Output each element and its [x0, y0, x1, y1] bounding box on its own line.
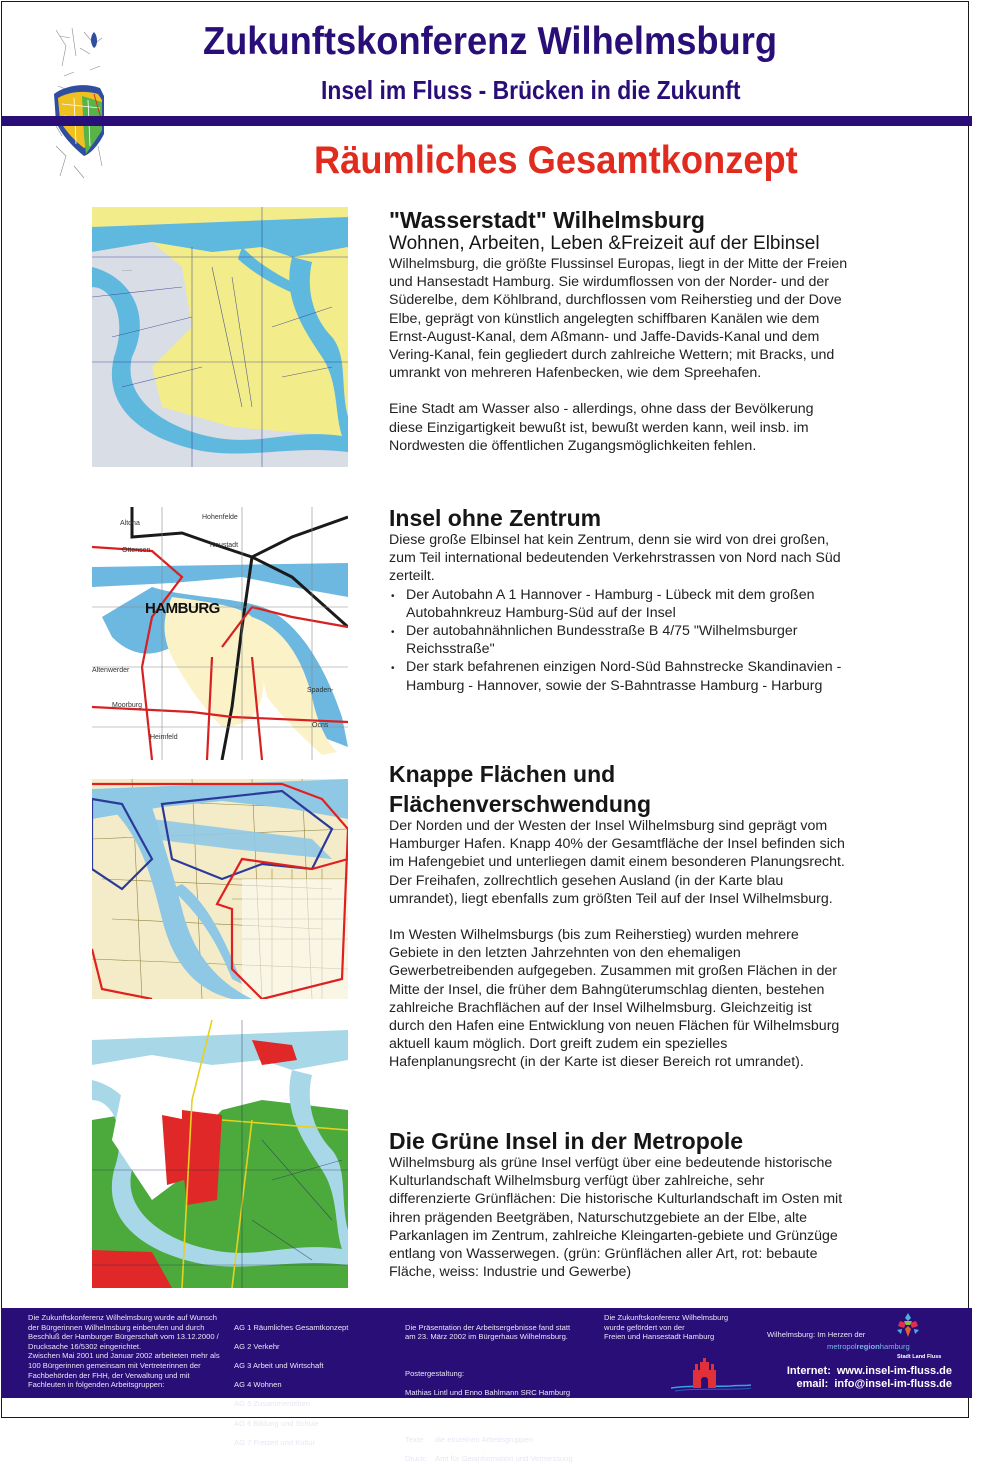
map-wasserstadt [92, 207, 348, 467]
presentation-note: Die Präsentation der Arbeitsergebnisse fand statt am 23. März 2002 im Bürgerhaus Wilhelmsburg. [405, 1322, 571, 1342]
hamburg-coat-of-arms-icon [671, 1354, 751, 1394]
group-item: AG 1 Räumliches Gesamtkonzept [234, 1322, 349, 1332]
group-item: AG 2 Verkehr [234, 1341, 280, 1351]
section-paragraph: Im Westen Wilhelmsburgs (bis zum Reiherstieg) wurden mehrere Gebiete in den letzten Jahrzehnten von den ehemaligen Gewerbetreibenden aufgegeben. Zusammen mit großen Flächen in der Mitte der Insel, die früher dem Bahngüterumschlag dienten, bestehen zahlreiche Brachflächen auf der Insel Wilhelmsburg. Gleichzeitig ist durch den Hafen eine Entwicklung von neuen Flächen für Wilhelmsburg aktuell kaum möglich. Dort greift zudem ein spezielles Hafenplanungsrecht (in der Karte ist dieser Bereich rot umrandet). [389, 927, 840, 1071]
druck-value: Amt für Geoinformation und Vermessung [435, 1453, 573, 1463]
section-knappe-flaechen [389, 761, 934, 1072]
metro-suffix: hamburg [879, 1342, 910, 1351]
svg-text:Altenwerder: Altenwerder [92, 667, 130, 674]
svg-text:Spaden-: Spaden- [307, 687, 334, 694]
poster-credit [405, 1359, 595, 1407]
section-paragraph: Wilhelmsburg, die größte Flussinsel Europas, liegt in der Mitte der Freien und Hansestadt Hamburg. Sie wirdumflossen von der Norder- und der Süderelbe, dem Köhlbrand, durchflossen vom Reiherstieg und der Dove Elbe, geprägt von künstlich angelegten schiffbaren Kanälen wie dem Ernst-August-Kanal, dem Aßmann- und Jaffe-Davids-Kanal und dem Vering-Kanal, fein gegliedert durch zahlreiche Wettern; mit Bracks, und umrankt von mehreren Hafenbecken, wie dem Spreehafen. [389, 256, 848, 382]
list-item [406, 586, 934, 622]
island-logo-map [54, 26, 104, 182]
section-title: Die Grüne Insel in der Metropole [389, 1128, 744, 1154]
section-wasserstadt [389, 207, 934, 455]
traffic-routes-list [389, 586, 934, 695]
footer-groups [234, 1313, 394, 1457]
map-label-hamburg: HAMBURG [145, 600, 220, 617]
footer-intro: Die Zukunftskonferenz Wilhelmsburg wurde auf Wunsch der Bürgerinnen Wilhelmsburg einberufen und durch Beschluß der Hamburger Bürgerschaft vom 13.12.2000 / Drucksache 16/5302 eingerichtet. Zwischen Mai 2001 und Januar 2002 arbeiteten mehr als 100 Bürgerinnen gemeinsam mit Vertreterinnen der Fachbehörden der FHH, der Verwaltung und mit Fachleuten in folgenden Arbeitsgruppen: [28, 1313, 220, 1390]
section-paragraph: Eine Stadt am Wasser also - allerdings, ohne dass der Bevölkerung diese Einzigartigkeit bewußt ist, bewußt werden kann, weil insb. im Nordwesten die öffentlichen Zugangsmöglichkeiten fehlen. [389, 401, 814, 454]
metro-prefix: metropol [827, 1342, 857, 1351]
section-paragraph: Wilhelmsburg als grüne Insel verfügt über eine bedeutende historische Kulturlandschaft Wilhelmsburg verfügt über zahlreiche, sehr differenzierte Grünflächen: Die historische Kulturlandschaft im Osten mit ihren prägenden Beetgräben, Naturschutzgebiete an der Elbe, alte Parkanlagen im Zentrum, zahlreiche Kleingarten-gebiete und Grünzüge entlang von Wasserwegen. (grün: Grünflächen aller Art, rot: bebaute Fläche, weiss: Industrie und Gewerbe) [389, 1155, 843, 1281]
section-subtitle: Wohnen, Arbeiten, Leben &Freizeit auf der Elbinsel [389, 233, 820, 254]
svg-text:Neustadt: Neustadt [210, 542, 239, 549]
svg-text:·····: ····· [122, 268, 132, 274]
internet-label: Internet: [786, 1365, 831, 1377]
list-item-text: Der autobahnähnlichen Bundesstraße B 4/75 "Wilhelmsburger Reichsstraße" [406, 623, 798, 658]
svg-text:Ocns: Ocns [312, 722, 329, 729]
section-title-line2: Flächenverschwendung [389, 791, 652, 817]
section-paragraph: Der Norden und der Westen der Insel Wilhelmsburg sind geprägt vom Hamburger Hafen. Knapp 40% der Gesamtfläche der Insel befinden sich im Hafengebiet und unterliegen damit einem besonderen Planungsrecht. Der Freihafen, zollrechtlich gesehen Ausland (in der Karte blau umrandet), liegt ebenfalls zum größten Teil auf der Insel Wilhelmsburg. [389, 818, 845, 907]
svg-text:Ottensen: Ottensen [122, 547, 151, 554]
funding-note: Die Zukunftskonferenz Wilhelmsburg wurde gefördert von der Freien und Hansestadt Hamburg [604, 1313, 729, 1342]
group-item: AG 4 Wohnen [234, 1380, 282, 1390]
footer-credits [405, 1313, 595, 1483]
map-hafen [92, 779, 348, 999]
map-gruen [92, 1020, 348, 1288]
group-item: AG 5 Zusammenleben [234, 1399, 310, 1409]
section-title: Insel ohne Zentrum [389, 505, 602, 531]
poster-topic: Räumliches Gesamtkonzept [314, 139, 798, 182]
poster-credit-value: Mathias Lintl und Enno Bahlmann SRC Hamburg [405, 1388, 571, 1398]
list-item [406, 658, 934, 694]
svg-text:Hohenfelde: Hohenfelde [202, 514, 238, 521]
contact-block [787, 1365, 952, 1391]
section-gruene-insel [389, 1128, 934, 1281]
list-item-text: Der Autobahn A 1 Hannover - Hamburg - Lübeck mit dem großen Autobahnkreuz Hamburg-Süd auf der Insel [406, 586, 815, 621]
logo-bar-gap [54, 116, 104, 126]
group-item: AG 6 Bildung und Schule [234, 1418, 319, 1428]
text-print-credit [405, 1425, 595, 1473]
list-item-text: Der stark befahrenen einzigen Nord-Süd Bahnstrecke Skandinavien - Hamburg - Hannover, sowie der S-Bahntrasse Hamburg - Harburg [406, 659, 842, 694]
header-divider-bar [1, 116, 972, 126]
section-paragraph: Diese große Elbinsel hat kein Zentrum, denn sie wird von drei großen, zum Teil international bedeutenden Verkehrstrassen von Nord nach Süd zerteilt. [389, 532, 841, 585]
email-link[interactable]: info@insel-im-fluss.de [834, 1378, 952, 1390]
texte-label: Texte: [405, 1434, 426, 1444]
heart-text: Wilhelmsburg: Im Herzen der [767, 1330, 866, 1339]
group-item: AG 3 Arbeit und Wirtschaft [234, 1360, 324, 1370]
metro-bold: region [856, 1342, 880, 1351]
metro-slogan: Stadt Land Fluss [897, 1354, 942, 1360]
metropolregion-wordmark [827, 1342, 910, 1351]
texte-value: die einzelnen Arbeitsgruppen [435, 1434, 533, 1444]
footer-band [1, 1308, 972, 1463]
poster-subtitle: Insel im Fluss - Brücken in die Zukunft [321, 75, 741, 105]
svg-text:Moorburg: Moorburg [112, 702, 142, 709]
section-title-line1: Knappe Flächen und [389, 761, 616, 787]
metropolregion-flower-icon [897, 1313, 919, 1337]
section-title: "Wasserstadt" Wilhelmsburg [389, 207, 705, 233]
druck-label: Druck: [405, 1453, 427, 1463]
group-item: AG 7 Freizeit und Kultur [234, 1437, 316, 1447]
internet-link[interactable]: www.insel-im-fluss.de [836, 1365, 952, 1377]
map-verkehr [92, 507, 348, 760]
section-insel-ohne-zentrum [389, 505, 934, 695]
svg-text:Altona: Altona [120, 520, 140, 527]
svg-text:Heimfeld: Heimfeld [150, 734, 178, 741]
poster-credit-label: Postergestaltung: [405, 1368, 465, 1378]
poster-title: Zukunftskonferenz Wilhelmsburg [203, 20, 777, 63]
email-label: email: [796, 1378, 829, 1390]
list-item [406, 622, 934, 658]
